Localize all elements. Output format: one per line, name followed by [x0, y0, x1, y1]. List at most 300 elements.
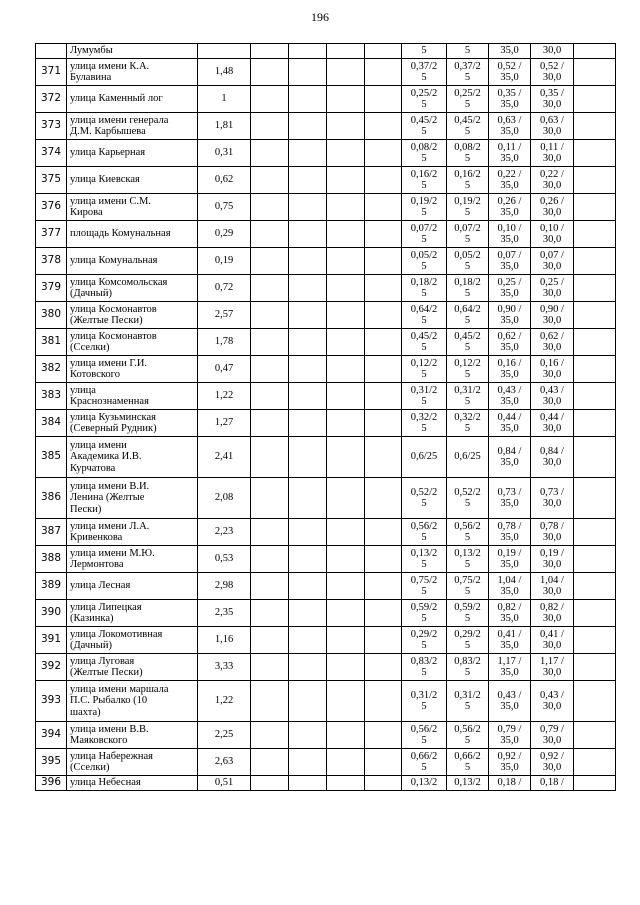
length-value: 0,19: [198, 248, 251, 275]
empty-cell: [289, 44, 327, 59]
row-number: 380: [36, 302, 67, 329]
empty-cell: [365, 167, 402, 194]
table-row: [36, 410, 616, 437]
value-col-1: 0,32/2 5: [402, 410, 447, 437]
length-value: 2,08: [198, 478, 251, 519]
empty-cell: [365, 749, 402, 776]
value-col-1: 0,56/2 5: [402, 519, 447, 546]
value-col-3: 0,43 / 35,0: [489, 681, 531, 722]
value-col-3: 0,62 / 35,0: [489, 329, 531, 356]
value-col-3: 0,82 / 35,0: [489, 600, 531, 627]
value-col-4: 0,92 / 30,0: [531, 749, 574, 776]
value-col-3: 0,90 / 35,0: [489, 302, 531, 329]
empty-cell: [365, 356, 402, 383]
empty-cell: [251, 437, 289, 478]
empty-cell: [251, 140, 289, 167]
empty-cell: [289, 437, 327, 478]
empty-cell: [365, 654, 402, 681]
value-col-4: 0,11 / 30,0: [531, 140, 574, 167]
empty-cell: [365, 437, 402, 478]
row-number: 393: [36, 681, 67, 722]
row-number: 385: [36, 437, 67, 478]
empty-cell: [289, 776, 327, 791]
empty-cell: [327, 478, 365, 519]
empty-cell: [327, 275, 365, 302]
row-number: 381: [36, 329, 67, 356]
value-col-2: 0,45/2 5: [447, 113, 489, 140]
table-row: [36, 437, 616, 478]
table-row: [36, 627, 616, 654]
value-col-3: 0,78 / 35,0: [489, 519, 531, 546]
value-col-4: 0,44 / 30,0: [531, 410, 574, 437]
street-name: улица Липецкая (Казинка): [67, 600, 198, 627]
length-value: 0,75: [198, 194, 251, 221]
length-value: 0,47: [198, 356, 251, 383]
value-col-1: 0,37/2 5: [402, 59, 447, 86]
empty-cell: [327, 194, 365, 221]
empty-cell: [251, 776, 289, 791]
empty-cell: [289, 681, 327, 722]
empty-cell: [289, 356, 327, 383]
table-row: [36, 140, 616, 167]
empty-cell: [251, 749, 289, 776]
value-col-3: 0,52 / 35,0: [489, 59, 531, 86]
street-name: улица Луговая (Желтые Пески): [67, 654, 198, 681]
value-col-2: 0,16/2 5: [447, 167, 489, 194]
length-value: 1,48: [198, 59, 251, 86]
value-col-1: 0,75/2 5: [402, 573, 447, 600]
table-row: [36, 383, 616, 410]
value-col-2: 0,64/2 5: [447, 302, 489, 329]
table-row: [36, 113, 616, 140]
value-col-2: 0,52/2 5: [447, 478, 489, 519]
empty-cell: [251, 383, 289, 410]
value-col-2: 0,37/2 5: [447, 59, 489, 86]
value-col-3: 0,11 / 35,0: [489, 140, 531, 167]
value-col-2: 0,6/25: [447, 437, 489, 478]
empty-cell: [365, 248, 402, 275]
empty-cell: [251, 478, 289, 519]
value-col-4: 0,43 / 30,0: [531, 681, 574, 722]
empty-cell: [289, 140, 327, 167]
value-col-1: 0,31/2 5: [402, 383, 447, 410]
empty-cell: [289, 519, 327, 546]
empty-cell: [327, 410, 365, 437]
row-number: 379: [36, 275, 67, 302]
empty-cell: [365, 410, 402, 437]
value-col-4: 0,63 / 30,0: [531, 113, 574, 140]
value-col-1: 0,6/25: [402, 437, 447, 478]
street-name: улица имени Л.А. Кривенкова: [67, 519, 198, 546]
table-body: [36, 44, 616, 791]
empty-cell: [289, 59, 327, 86]
value-col-3: 0,92 / 35,0: [489, 749, 531, 776]
street-name: улица Карьерная: [67, 140, 198, 167]
row-number: 375: [36, 167, 67, 194]
empty-cell: [365, 776, 402, 791]
length-value: 0,53: [198, 546, 251, 573]
value-col-2: 0,66/2 5: [447, 749, 489, 776]
empty-cell: [365, 519, 402, 546]
empty-cell: [574, 275, 616, 302]
empty-cell: [574, 681, 616, 722]
empty-cell: [327, 302, 365, 329]
table-row: [36, 356, 616, 383]
empty-cell: [327, 86, 365, 113]
row-number: 388: [36, 546, 67, 573]
value-col-4: 0,52 / 30,0: [531, 59, 574, 86]
empty-cell: [365, 383, 402, 410]
table-row: [36, 275, 616, 302]
street-name: улица имени С.М. Кирова: [67, 194, 198, 221]
value-col-2: 5: [447, 44, 489, 59]
row-number: 394: [36, 722, 67, 749]
table-row: [36, 302, 616, 329]
value-col-2: 0,59/2 5: [447, 600, 489, 627]
value-col-1: 0,29/2 5: [402, 627, 447, 654]
value-col-3: 0,84 / 35,0: [489, 437, 531, 478]
roads-table: [35, 43, 616, 791]
row-number: 382: [36, 356, 67, 383]
table-row: [36, 573, 616, 600]
empty-cell: [251, 329, 289, 356]
row-number: 396: [36, 776, 67, 791]
length-value: 0,51: [198, 776, 251, 791]
empty-cell: [574, 194, 616, 221]
empty-cell: [251, 302, 289, 329]
value-col-1: 0,83/2 5: [402, 654, 447, 681]
street-name: улица Киевская: [67, 167, 198, 194]
value-col-3: 0,35 / 35,0: [489, 86, 531, 113]
empty-cell: [289, 722, 327, 749]
table-row: [36, 221, 616, 248]
street-name: улица Комсомольская (Дачный): [67, 275, 198, 302]
empty-cell: [289, 86, 327, 113]
value-col-1: 0,52/2 5: [402, 478, 447, 519]
empty-cell: [289, 329, 327, 356]
empty-cell: [251, 627, 289, 654]
empty-cell: [365, 627, 402, 654]
empty-cell: [251, 356, 289, 383]
value-col-1: 0,12/2 5: [402, 356, 447, 383]
empty-cell: [327, 749, 365, 776]
street-name: улица Космонавтов (Желтые Пески): [67, 302, 198, 329]
length-value: 0,62: [198, 167, 251, 194]
row-number: 386: [36, 478, 67, 519]
empty-cell: [574, 167, 616, 194]
empty-cell: [327, 248, 365, 275]
empty-cell: [327, 167, 365, 194]
value-col-2: 0,56/2 5: [447, 519, 489, 546]
empty-cell: [365, 275, 402, 302]
value-col-4: 0,26 / 30,0: [531, 194, 574, 221]
empty-cell: [289, 546, 327, 573]
street-name: улица Кузьминская (Северный Рудник): [67, 410, 198, 437]
empty-cell: [251, 221, 289, 248]
value-col-2: 0,45/2 5: [447, 329, 489, 356]
empty-cell: [327, 383, 365, 410]
empty-cell: [327, 546, 365, 573]
length-value: [198, 44, 251, 59]
value-col-2: 0,25/2 5: [447, 86, 489, 113]
street-name: улица Локомотивная (Дачный): [67, 627, 198, 654]
length-value: 1,22: [198, 681, 251, 722]
empty-cell: [574, 86, 616, 113]
empty-cell: [574, 248, 616, 275]
value-col-4: 0,16 / 30,0: [531, 356, 574, 383]
empty-cell: [365, 86, 402, 113]
row-number: 392: [36, 654, 67, 681]
empty-cell: [251, 248, 289, 275]
value-col-1: 0,25/2 5: [402, 86, 447, 113]
empty-cell: [574, 749, 616, 776]
empty-cell: [289, 113, 327, 140]
value-col-4: 0,73 / 30,0: [531, 478, 574, 519]
empty-cell: [365, 113, 402, 140]
empty-cell: [289, 410, 327, 437]
empty-cell: [327, 44, 365, 59]
empty-cell: [289, 194, 327, 221]
street-name: улица имени Академика И.В. Курчатова: [67, 437, 198, 478]
empty-cell: [574, 221, 616, 248]
value-col-2: 0,19/2 5: [447, 194, 489, 221]
value-col-3: 0,25 / 35,0: [489, 275, 531, 302]
value-col-4: 0,10 / 30,0: [531, 221, 574, 248]
empty-cell: [289, 749, 327, 776]
empty-cell: [327, 627, 365, 654]
length-value: 1,81: [198, 113, 251, 140]
empty-cell: [289, 573, 327, 600]
street-name: улица Набережная (Сселки): [67, 749, 198, 776]
value-col-3: 1,04 / 35,0: [489, 573, 531, 600]
street-name: улица Краснознаменная: [67, 383, 198, 410]
value-col-3: 0,19 / 35,0: [489, 546, 531, 573]
empty-cell: [574, 383, 616, 410]
value-col-2: 0,12/2 5: [447, 356, 489, 383]
empty-cell: [251, 600, 289, 627]
table-row: [36, 749, 616, 776]
empty-cell: [365, 302, 402, 329]
empty-cell: [251, 275, 289, 302]
row-number: [36, 44, 67, 59]
empty-cell: [251, 44, 289, 59]
empty-cell: [251, 86, 289, 113]
value-col-2: 0,05/2 5: [447, 248, 489, 275]
row-number: 373: [36, 113, 67, 140]
value-col-4: 0,90 / 30,0: [531, 302, 574, 329]
street-name: улица Небесная: [67, 776, 198, 791]
table-row: [36, 59, 616, 86]
table-row: [36, 167, 616, 194]
street-name: улица Каменный лог: [67, 86, 198, 113]
table-row: [36, 329, 616, 356]
value-col-4: 0,07 / 30,0: [531, 248, 574, 275]
value-col-3: 0,26 / 35,0: [489, 194, 531, 221]
empty-cell: [327, 221, 365, 248]
empty-cell: [365, 44, 402, 59]
value-col-2: 0,18/2 5: [447, 275, 489, 302]
table-row: [36, 681, 616, 722]
table-row: [36, 248, 616, 275]
value-col-4: 0,79 / 30,0: [531, 722, 574, 749]
length-value: 1,78: [198, 329, 251, 356]
street-name: улица Комунальная: [67, 248, 198, 275]
empty-cell: [574, 654, 616, 681]
empty-cell: [327, 600, 365, 627]
empty-cell: [574, 546, 616, 573]
length-value: 1,27: [198, 410, 251, 437]
value-col-1: 0,05/2 5: [402, 248, 447, 275]
empty-cell: [251, 167, 289, 194]
empty-cell: [251, 722, 289, 749]
empty-cell: [365, 140, 402, 167]
length-value: 3,33: [198, 654, 251, 681]
value-col-2: 0,07/2 5: [447, 221, 489, 248]
table-row: [36, 519, 616, 546]
value-col-1: 5: [402, 44, 447, 59]
empty-cell: [574, 478, 616, 519]
empty-cell: [574, 356, 616, 383]
empty-cell: [574, 113, 616, 140]
table-row: [36, 600, 616, 627]
empty-cell: [574, 59, 616, 86]
table-row: [36, 86, 616, 113]
value-col-1: 0,59/2 5: [402, 600, 447, 627]
value-col-3: 0,10 / 35,0: [489, 221, 531, 248]
value-col-2: 0,31/2 5: [447, 681, 489, 722]
value-col-2: 0,13/2: [447, 776, 489, 791]
empty-cell: [574, 573, 616, 600]
table-row: [36, 776, 616, 791]
length-value: 2,57: [198, 302, 251, 329]
length-value: 2,35: [198, 600, 251, 627]
empty-cell: [574, 600, 616, 627]
street-name: улица имени Г.И. Котовского: [67, 356, 198, 383]
table-row: [36, 722, 616, 749]
length-value: 2,98: [198, 573, 251, 600]
empty-cell: [251, 194, 289, 221]
value-col-3: 0,79 / 35,0: [489, 722, 531, 749]
street-name: улица имени генерала Д.М. Карбышева: [67, 113, 198, 140]
empty-cell: [251, 59, 289, 86]
empty-cell: [327, 140, 365, 167]
row-number: 376: [36, 194, 67, 221]
empty-cell: [289, 275, 327, 302]
empty-cell: [365, 722, 402, 749]
value-col-3: 0,43 / 35,0: [489, 383, 531, 410]
value-col-3: 35,0: [489, 44, 531, 59]
empty-cell: [289, 248, 327, 275]
empty-cell: [365, 681, 402, 722]
value-col-4: 0,41 / 30,0: [531, 627, 574, 654]
row-number: 374: [36, 140, 67, 167]
length-value: 1,16: [198, 627, 251, 654]
value-col-1: 0,13/2: [402, 776, 447, 791]
table-row: [36, 478, 616, 519]
value-col-1: 0,18/2 5: [402, 275, 447, 302]
street-name: улица имени М.Ю. Лермонтова: [67, 546, 198, 573]
empty-cell: [574, 722, 616, 749]
value-col-4: 0,84 / 30,0: [531, 437, 574, 478]
length-value: 2,25: [198, 722, 251, 749]
value-col-2: 0,56/2 5: [447, 722, 489, 749]
value-col-1: 0,66/2 5: [402, 749, 447, 776]
value-col-4: 1,17 / 30,0: [531, 654, 574, 681]
empty-cell: [289, 221, 327, 248]
empty-cell: [327, 573, 365, 600]
empty-cell: [365, 600, 402, 627]
value-col-2: 0,75/2 5: [447, 573, 489, 600]
row-number: 391: [36, 627, 67, 654]
row-number: 387: [36, 519, 67, 546]
table-row: [36, 44, 616, 59]
page-number: 196: [311, 10, 329, 24]
value-col-2: 0,32/2 5: [447, 410, 489, 437]
value-col-4: 0,82 / 30,0: [531, 600, 574, 627]
empty-cell: [365, 194, 402, 221]
value-col-1: 0,13/2 5: [402, 546, 447, 573]
value-col-1: 0,31/2 5: [402, 681, 447, 722]
value-col-3: 0,22 / 35,0: [489, 167, 531, 194]
empty-cell: [365, 546, 402, 573]
value-col-4: 0,22 / 30,0: [531, 167, 574, 194]
empty-cell: [289, 478, 327, 519]
row-number: 390: [36, 600, 67, 627]
street-name: площадь Комунальная: [67, 221, 198, 248]
length-value: 2,63: [198, 749, 251, 776]
length-value: 0,29: [198, 221, 251, 248]
value-col-3: 0,73 / 35,0: [489, 478, 531, 519]
empty-cell: [574, 140, 616, 167]
empty-cell: [327, 681, 365, 722]
empty-cell: [327, 329, 365, 356]
table-row: [36, 194, 616, 221]
row-number: 389: [36, 573, 67, 600]
street-name: улица имени маршала П.С. Рыбалко (10 шахта): [67, 681, 198, 722]
value-col-4: 30,0: [531, 44, 574, 59]
empty-cell: [251, 546, 289, 573]
value-col-3: 0,18 /: [489, 776, 531, 791]
length-value: 1: [198, 86, 251, 113]
value-col-3: 0,16 / 35,0: [489, 356, 531, 383]
value-col-1: 0,64/2 5: [402, 302, 447, 329]
empty-cell: [574, 519, 616, 546]
value-col-4: 0,19 / 30,0: [531, 546, 574, 573]
row-number: 383: [36, 383, 67, 410]
empty-cell: [251, 654, 289, 681]
empty-cell: [574, 437, 616, 478]
empty-cell: [574, 329, 616, 356]
street-name: Лумумбы: [67, 44, 198, 59]
value-col-2: 0,31/2 5: [447, 383, 489, 410]
empty-cell: [327, 722, 365, 749]
row-number: 371: [36, 59, 67, 86]
value-col-4: 0,78 / 30,0: [531, 519, 574, 546]
value-col-2: 0,08/2 5: [447, 140, 489, 167]
table-row: [36, 546, 616, 573]
table-row: [36, 654, 616, 681]
empty-cell: [289, 627, 327, 654]
value-col-4: 0,62 / 30,0: [531, 329, 574, 356]
empty-cell: [327, 654, 365, 681]
value-col-2: 0,13/2 5: [447, 546, 489, 573]
length-value: 0,72: [198, 275, 251, 302]
empty-cell: [574, 44, 616, 59]
value-col-3: 0,07 / 35,0: [489, 248, 531, 275]
value-col-2: 0,29/2 5: [447, 627, 489, 654]
value-col-4: 0,18 /: [531, 776, 574, 791]
empty-cell: [251, 519, 289, 546]
